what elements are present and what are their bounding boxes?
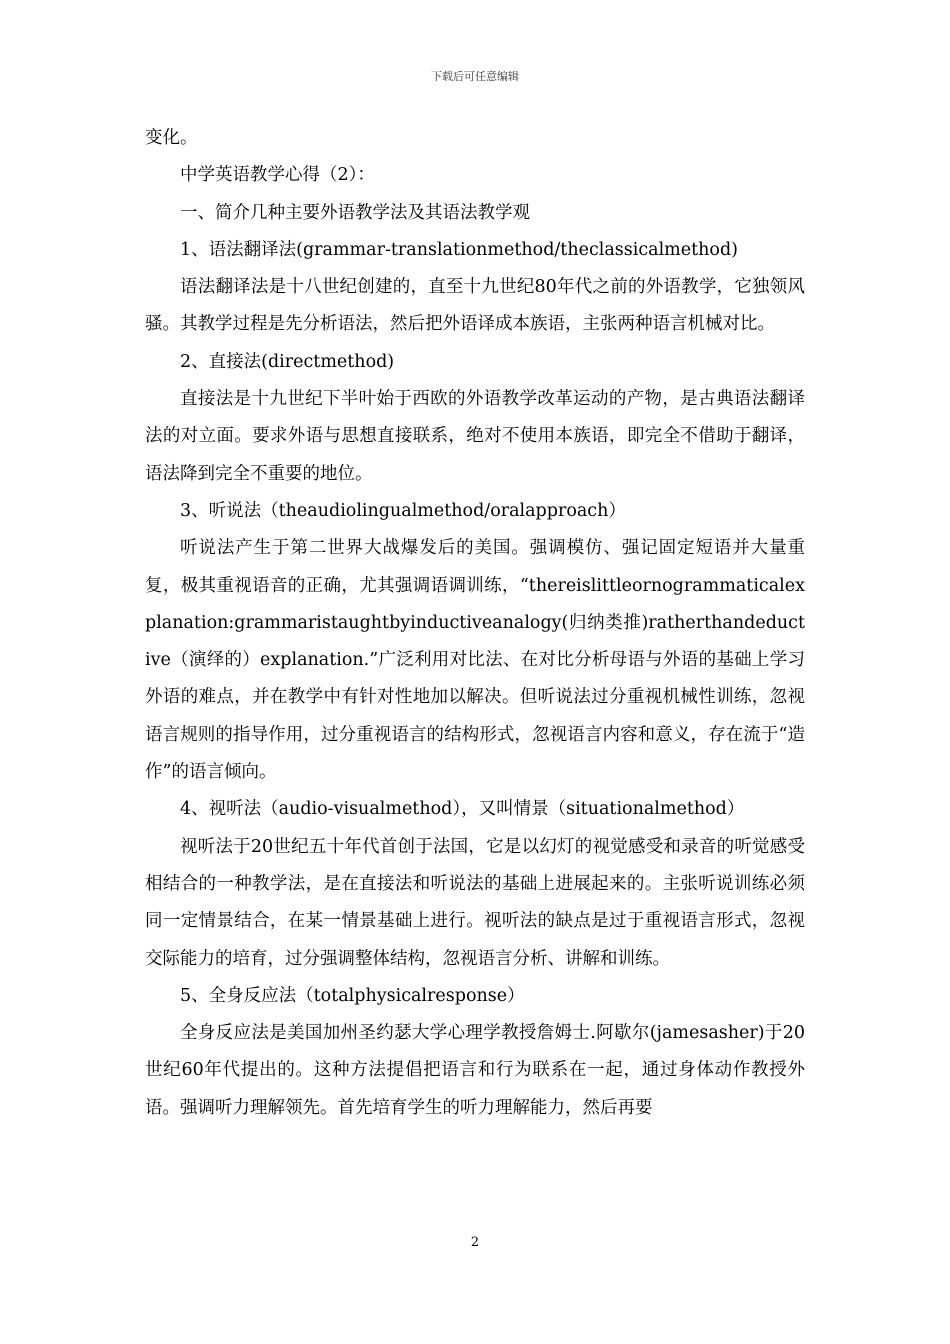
heading-part-one: 一、简介几种主要外语教学法及其语法教学观 <box>180 202 530 223</box>
paragraph-method-2: 直接法是十九世纪下半叶始于西欧的外语教学改革运动的产物，是古典语法翻译法的对立面。要求外语与思想直接联系，绝对不使用本族语，即完全不借助于翻译，语法降到完全不重要的地位。 <box>145 389 805 484</box>
heading-method-1: 1、语法翻译法(grammar-translationmethod/theclassicalmethod) <box>180 239 738 260</box>
paragraph-method-1: 语法翻译法是十八世纪创建的，直至十九世纪80年代之前的外语教学，它独领风骚。其教学过程是先分析语法，然后把外语译成本族语，主张两种语言机械对比。 <box>145 277 805 335</box>
heading-method-4: 4、视听法（audio-visualmethod），又叫情景（situationalmethod） <box>180 799 745 820</box>
section-title: 中学英语教学心得（2）： <box>180 165 375 186</box>
body-text <box>145 120 805 1127</box>
heading-method-2: 2、直接法(directmethod) <box>180 351 395 372</box>
paragraph-method-4: 视听法于20世纪五十年代首创于法国，它是以幻灯的视觉感受和录音的听觉感受相结合的一种教学法，是在直接法和听说法的基础上进展起来的。主张听说训练必须同一定情景结合，在某一情景基础上进行。视听法的缺点是过于重视语言形式，忽视交际能力的培育，过分强调整体结构，忽视语言分析、讲解和训练。 <box>145 836 805 969</box>
page-header: 下载后可任意编辑 <box>431 70 519 83</box>
paragraph-continuation: 变化。 <box>145 128 198 148</box>
heading-method-5: 5、全身反应法（totalphysicalresponse） <box>180 985 525 1006</box>
page-number: 2 <box>470 1235 480 1250</box>
heading-method-3: 3、听说法（theaudiolingualmethod/oralapproach） <box>180 500 626 521</box>
paragraph-method-5: 全身反应法是美国加州圣约瑟大学心理学教授詹姆士.阿歇尔(jamesasher)于20世纪60年代提出的。这种方法提倡把语言和行为联系在一起，通过身体动作教授外语。强调听力理解领先。首先培育学生的听力理解能力，然后再要 <box>145 1023 805 1118</box>
paragraph-method-3: 听说法产生于第二世界大战爆发后的美国。强调模仿、强记固定短语并大量重复，极其重视语音的正确，尤其强调语调训练，“thereislittleornogrammaticalexplanation:grammaristaughtbyinductiveanalogy(归纳类推)ratherthandeductive（演绎的）explanation.”广泛利用对比法、在对比分析母语与外语的基础上学习外语的难点，并在教学中有针对性地加以解决。但听说法过分重视机械性训练，忽视语言规则的指导作用，过分重视语言的结构形式，忽视语言内容和意义，存在流于“造作”的语言倾向。 <box>145 538 805 783</box>
